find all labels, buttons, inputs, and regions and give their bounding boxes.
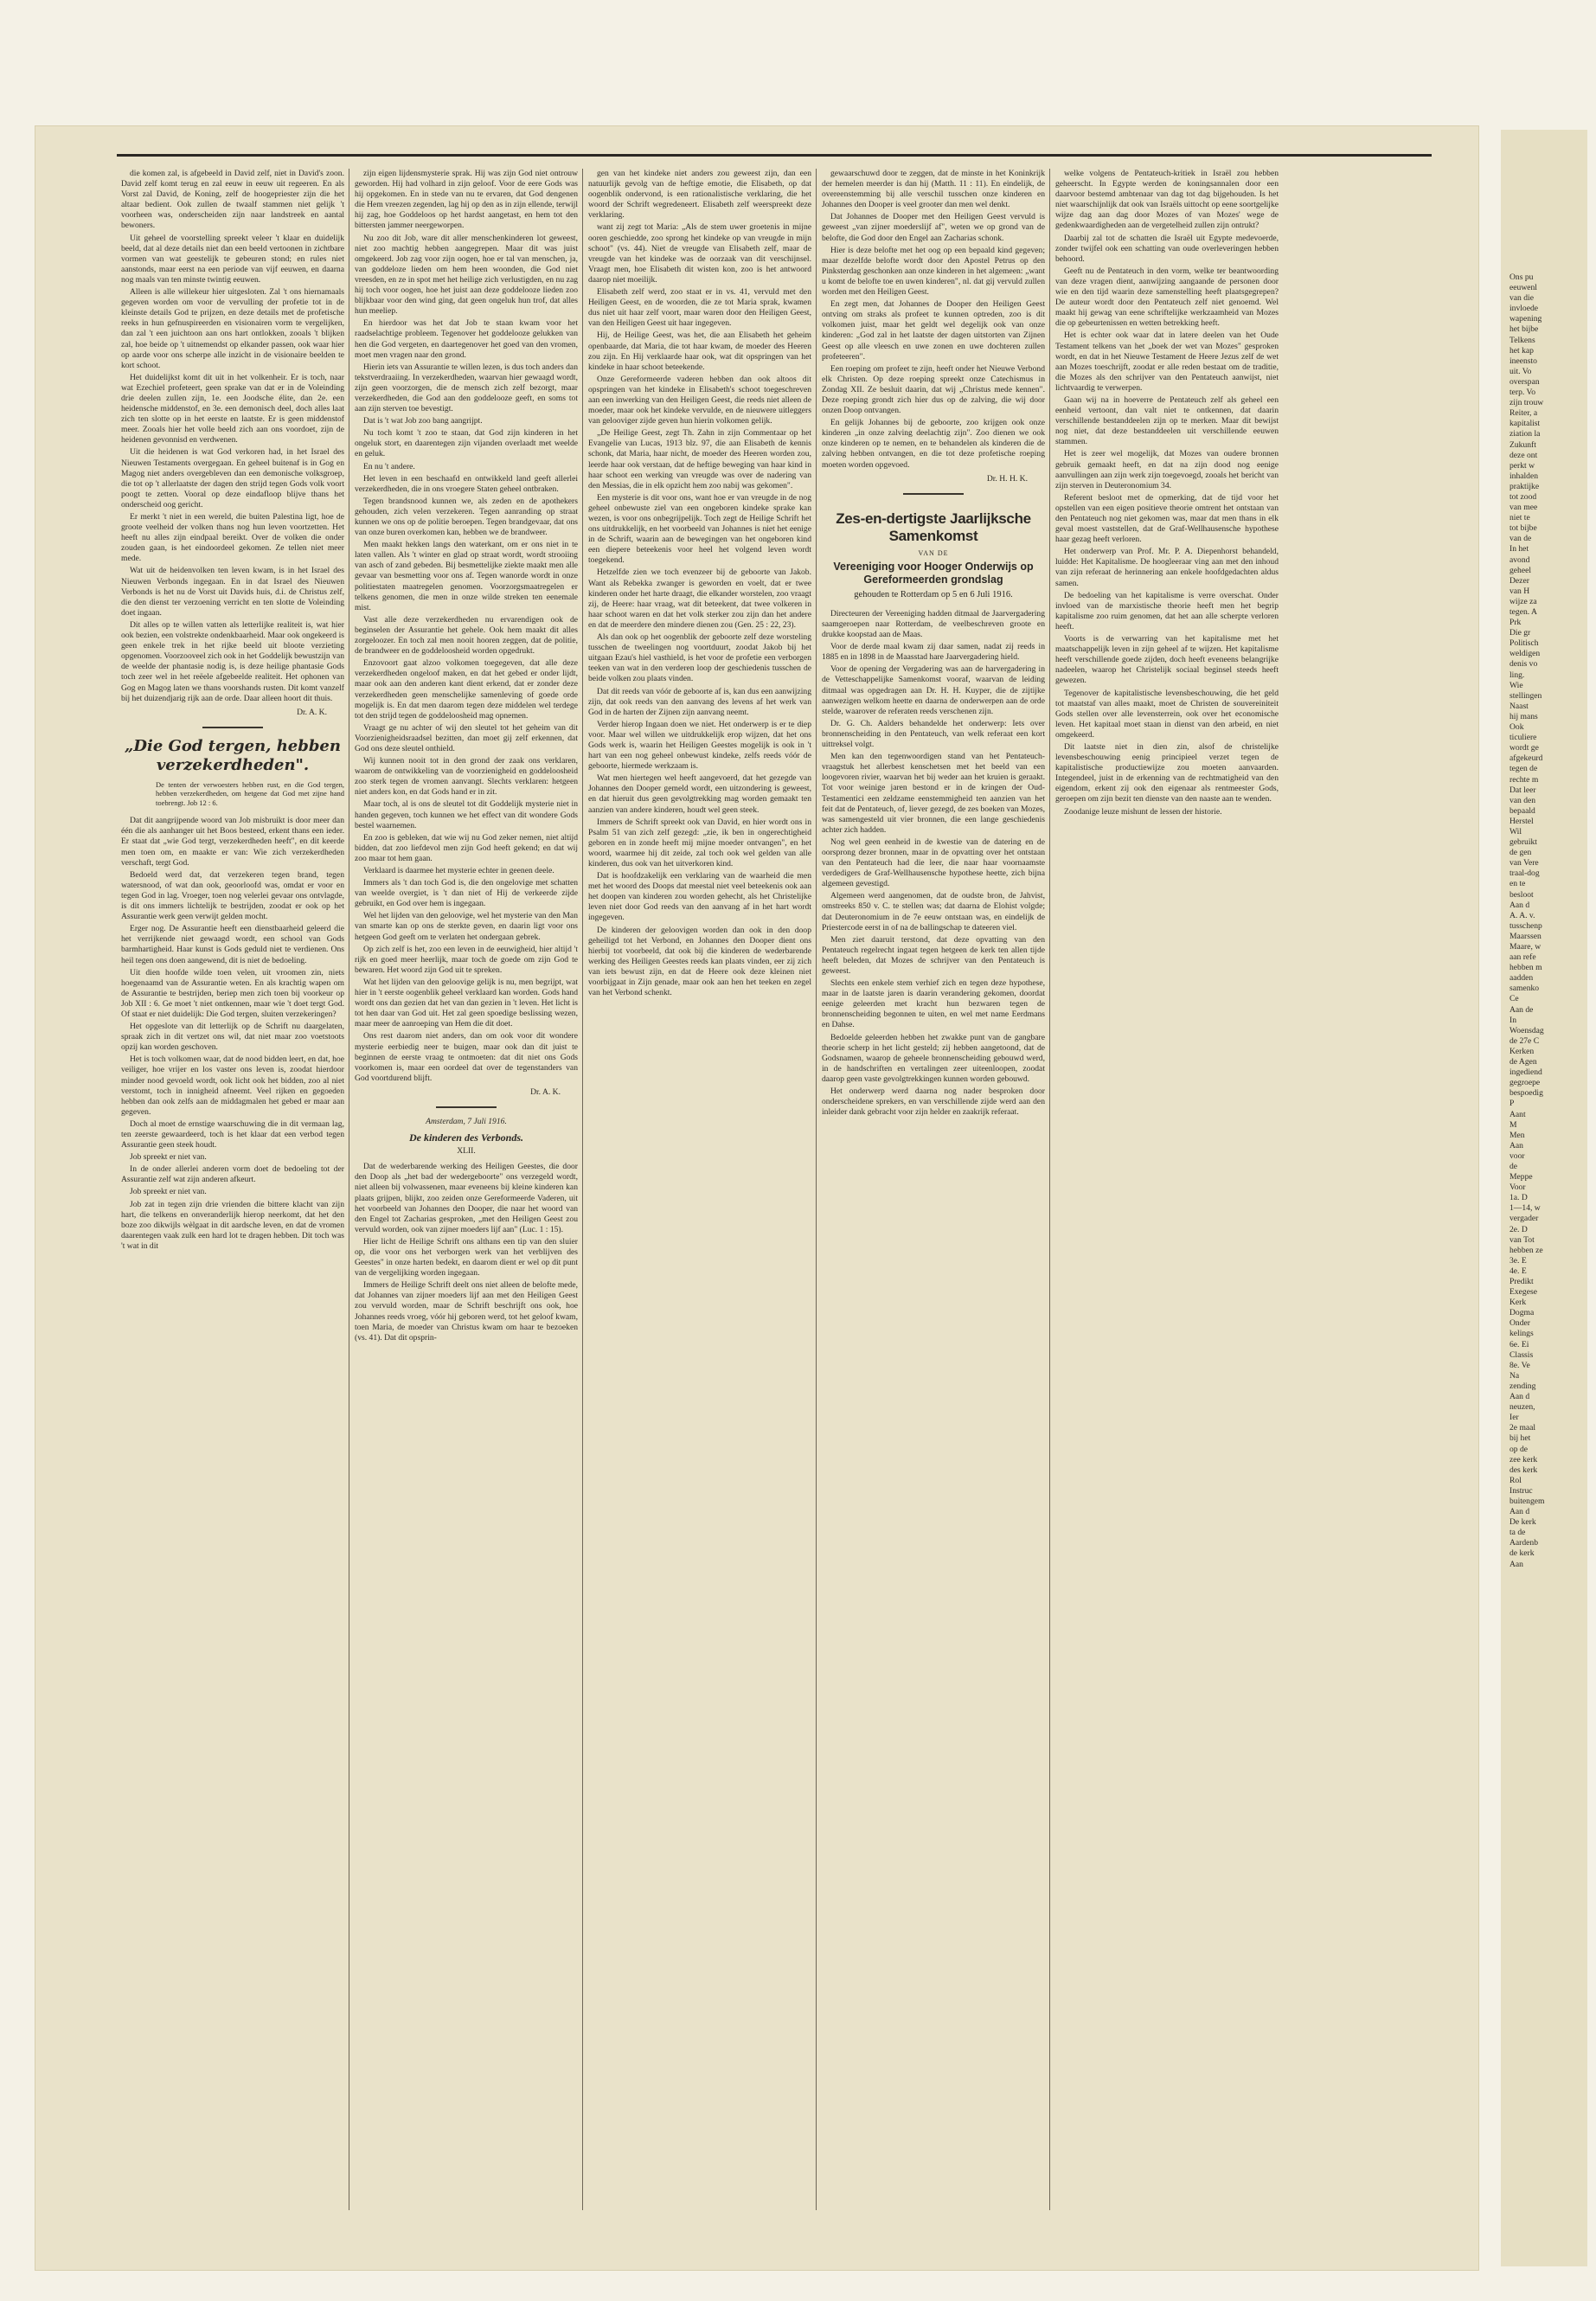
text-fragment: rechte m [1509, 774, 1539, 785]
text-fragment: deze ont [1509, 450, 1538, 460]
text-fragment: Aan d [1509, 1392, 1530, 1402]
column-4-article-2 [822, 609, 1045, 1118]
paragraph: Dat de wederbarende werking des Heiligen Geestes, die door den Doop als „het bad der wedergeboorte" ons verzegeld wordt, niet alleen bij volwassenen, maar eveneens bij kleine kinderen kan plaats grijpen, blijkt, zoo zeiden onze Gereformeerde Vaderen, uit het voorbeeld van Johannes den Dooper, die naar het woord van den Engel tot Zacharias gesproken, „met den Heiligen Geest zou vervuld worden, ook van zijner moeders lijf aan" (Luc. 1 : 15). [355, 1162, 578, 1234]
text-fragment: Die gr [1509, 628, 1531, 638]
text-fragment: Dogma [1509, 1308, 1535, 1318]
text-fragment: des kerk [1509, 1465, 1538, 1475]
text-fragment: Woensdag [1509, 1025, 1544, 1035]
text-fragment: terp. Vo [1509, 388, 1536, 398]
text-fragment: Men [1509, 1130, 1525, 1140]
text-fragment: In het [1509, 544, 1529, 554]
text-fragment: zijn trouw [1509, 398, 1544, 408]
text-fragment: avond [1509, 554, 1530, 565]
association-name: Vereeniging voor Hooger Onderwijs op Gereformeerden grondslag [833, 560, 1034, 586]
text-fragment: zending [1509, 1381, 1536, 1391]
paragraph: „De Heilige Geest, zegt Th. Zahn in zijn Commentaar op het Evangelie van Lucas, 1913 blz. 97, die aan Elisabeth de kennis schonk, dat Maria, haar nicht, de moeder des Heeren worden zou, leerde haar ook verstaan, dat de heftige beweging van haar kind in haar schoot een werking van vreugde was over de nadering van den Messias, die in elk opzicht hem zoo nabij was gekomen". [588, 428, 811, 490]
paragraph: Voor de opening der Vergadering was aan de harvergadering in de Vetteschappelijke Samenkomst vooraf, waarvan de leiding ditmaal was opgedragen aan Dr. H. H. Kuyper, die de zijtijke aanwezigen welkom heette en daarna de onderwerpen aan de orde stelde, waarover de referaten reeds verschenen zijn. [822, 664, 1045, 716]
paragraph: Als dan ook op het oogenblik der geboorte zelf deze worsteling tusschen de tweelingen nog voortduurt, zoodat Jakob bij het uitgaan Ezau's hiel vasthield, is het voor de profetie een verborgen teeken van wat in den verderen loop der geschiedenis tusschen de beide volken zou plaats vinden. [588, 632, 811, 684]
text-fragment: 6e. Ei [1509, 1339, 1529, 1349]
paragraph: welke volgens de Pentateuch-kritiek in Israël zou hebben geheerscht. In Egypte werden de koningsannalen door een daarvoor bestemd ambtenaar van dag tot dag bijgehouden. Is het niet waarschijnlijk dat ook van Israëls uittocht op eene soortgelijke wijze dag aan dag door Mozes of van Mozes' wege de gedenkwaardigheden aan de vergetelheid zullen zijn ontrukt? [1055, 169, 1279, 231]
text-fragment: traal-dog [1509, 868, 1540, 879]
paragraph: De bedoeling van het kapitalisme is verre overschat. Onder invloed van de marxistische theorie heeft men het begrip kapitalisme zoo ruim genomen, dat het aan alle scherpte verloren heeft. [1055, 590, 1279, 631]
paragraph: Een mysterie is dit voor ons, want hoe er van vreugde in de nog geheel onbewuste ziel van een ongeboren kindeke sprake kan wezen, is voor ons onbegrijpelijk. Toch zegt de Heilige Schrift het ons uitdrukkelijk, en het voorbeeld van Johannes is niet het eenige in de Schrift, waarin aan de bewegingen van het ongeboren kind een diepere beteekenis voor heel het volgend leven wordt toegekend. [588, 492, 811, 566]
text-fragment: Ier [1509, 1413, 1519, 1423]
text-fragment: In [1509, 1015, 1516, 1025]
paragraph: want zij zegt tot Maria: „Als de stem uwer groetenis in mijne ooren geschiedde, zoo sprong het kindeke op van vreugde in mijn schoot" (vs. 44). Niet de vreugde van Elisabeth zelf, maar de vreugde van het kindeke was de oorzaak van dit verschijnsel. Vraagt men, hoe Elisabeth dit wisten kon, zoo is het antwoord daarop niet moeilijk. [588, 222, 811, 285]
paragraph: Hier is deze belofte met het oog op een bepaald kind gegeven; maar dezelfde belofte wordt door den Apostel Petrus op den Pinksterdag geschonken aan onze kinderen in het algemeen: „want u komt de belofte toe en uwen kinderen", nl. dat gij vervuld zullen worden met den Heiligen Geest. [822, 245, 1045, 298]
text-fragment: eeuwenl [1509, 283, 1537, 293]
paragraph: Immers als 't dan toch God is, die den ongelovige met schatten van weelde overgiet, is 't dan niet of Hij de verkeerde zijde gebruikt, en God over hem is ingegaan. [355, 878, 578, 909]
text-fragment: praktijke [1509, 481, 1540, 491]
text-fragment: Aan de [1509, 1004, 1534, 1015]
text-fragment: buitengem [1509, 1496, 1545, 1506]
paragraph: Erger nog. De Assurantie heeft een dienstbaarheid geleerd die het verrijkende niet gewaagd wordt, een school van Gods barmhartigheid. Haar kunst is Gods geduld niet te verdienen. Ons heil tegen ons doen aangewend, dit is niet de bedoeling. [121, 924, 344, 965]
text-fragment: Onder [1509, 1318, 1530, 1329]
text-fragment: P [1509, 1099, 1515, 1109]
meeting-info: gehouden te Rotterdam op 5 en 6 Juli 1916. [854, 589, 1013, 599]
paragraph: Immers de Heilige Schrift deelt ons niet alleen de belofte mede, dat Johannes van zijner moeders lijf aan met den Heiligen Geest zou vervuld worden, maar de Schrift beschrijft ons ook, hoe Johannes reeds vroeg, vóór hij geboren werd, tot het geloof kwam, toen Maria, de moeder van Christus kwam om haar te bezoeken (vs. 41). Dat dit opsprin- [355, 1280, 578, 1343]
text-fragment: kelings [1509, 1329, 1534, 1339]
paragraph: Bedoelde geleerden hebben het zwakke punt van de gangbare theorie scherp in het licht gesteld; zij hebben aangetoond, dat de Godsnamen, waarop de geheele bronnenscheiding gebouwd werd, in de handschriften en vertalingen zeer uiteenloopen, zoodat daarop geen vaste gevolgtrekkingen kunnen worden gebouwd. [822, 1032, 1045, 1084]
text-fragment: Maare, w [1509, 942, 1542, 952]
text-fragment: Aan d [1509, 1507, 1530, 1517]
column-4-article [822, 169, 1045, 471]
text-fragment: uit. Vo [1509, 366, 1532, 376]
paragraph: Hierin iets van Assurantie te willen lezen, is dus toch anders dan tekstverdraaiing. In verzekerdheden, waarvan hier gewaagd wordt, zijn geen voorzorgen, die de mensch zich zelf bezorgt, maar verzekerdheden, die God aan den goddelooze geeft, en soms tot aan zijn sterven toe bevestigt. [355, 362, 578, 414]
paragraph: Maar toch, al is ons de sleutel tot dit Goddelijk mysterie niet in handen gegeven, toch kunnen we het effect van dit wondere Gods bestel waarnemen. [355, 799, 578, 830]
paragraph: De kinderen der geloovigen worden dan ook in den doop geheiligd tot het Verbond, en Johannes den Dooper dient ons hierbij tot voorbeeld, dat ook bij die kinderen de wederbarende werking des Heiligen Geestes reeds kan plaats vinden, eer zij zich van iets bewust zijn, en dat de Heere ook deze kleinen niet voorbijgaat in Zijn genade, maar ook aan hen het teeken en zegel van het Verbond schenkt. [588, 925, 811, 998]
paragraph: Wat men hiertegen wel heeft aangevoerd, dat het gezegde van Johannes den Dooper gemeld wordt, een uitzondering is geweest, en dat hieruit dus geen gevolgtrekking mag worden gemaakt ten aanzien van andere kinderen, houdt wel geen steek. [588, 773, 811, 815]
text-fragment: op de [1509, 1444, 1529, 1454]
paragraph: Vraagt ge nu achter of wij den sleutel tot het geheim van dit Voorzienigheidsraadsel bezitten, dan moet gij zelf erkennen, dat God ons deze sleutel onthield. [355, 722, 578, 753]
text-fragment: 4e. E [1509, 1266, 1527, 1276]
paragraph: Dat is 't wat Job zoo bang aangrijpt. [363, 416, 483, 426]
text-fragment: Dat leer [1509, 785, 1536, 795]
text-fragment: van die [1509, 293, 1534, 304]
column-separator [816, 169, 817, 2210]
text-fragment: gebruikt [1509, 837, 1537, 848]
paragraph: die komen zal, is afgebeeld in David zelf, niet in David's zoon. David zelf komt terug en zal eeuw in eeuw uit regeeren. En als Vorst zal David, de Koning, zelf de hoogepriester zijn die het altaar bedient. Ook zullen de twaalf stammen niet gelijk 't voorheen was, onderscheiden zijn naar landstreek en aantal bewoners. [121, 169, 344, 231]
text-fragment: de Agen [1509, 1057, 1537, 1067]
paragraph: Uit dien hoofde wilde toen velen, uit vroomen zin, niets hoegenaamd van de Assurantie weten. En als krachtig wapen om de Assurantie te bestrijden, beriep men zich toen bij voorkeur op Job XII : 6. Ge moet 't niet ontkennen, maar wie 't doet tergt God. Of staat er niet duidelijk: Die God tergen, sluiten verzekeringen? [121, 967, 344, 1019]
text-fragment: Zukunft [1509, 439, 1536, 450]
text-fragment: perkt w [1509, 460, 1535, 471]
paragraph: Nu toch komt 't zoo te staan, dat God zijn kinderen in het ongeluk stort, en daarentegen zijn vijanden overlaadt met weelde en geluk. [355, 428, 578, 459]
text-fragment: Ce [1509, 994, 1519, 1004]
paragraph: En gelijk Johannes bij de geboorte, zoo krijgen ook onze kinderen „in onze zalving deelachtig zijn". Zoo dienen we ook onze kinderen op te nemen, en te behandelen als kinderen die de zalving hebben ontvangen, en die tot deze profetische roeping moeten worden opgevoed. [822, 418, 1045, 470]
paragraph: Directeuren der Vereeniging hadden ditmaal de Jaarvergadering saamgeroepen naar Rotterdam, de veelbeschreven groote en drukke koopstad aan de Maas. [822, 608, 1045, 640]
text-fragment: de gen [1509, 848, 1532, 858]
paragraph: Dat dit reeds van vóór de geboorte af is, kan dus een aanwijzing zijn, dat ook reeds van den aanvang des levens af het werk van God in de harten der Zijnen zijn aanvang neemt. [588, 686, 811, 717]
text-fragment: overspan [1509, 376, 1540, 387]
text-fragment: Reiter, a [1509, 408, 1538, 419]
text-fragment: wordt ge [1509, 743, 1539, 753]
text-fragment: tusschenp [1509, 920, 1542, 931]
text-fragment: geheel [1509, 565, 1532, 575]
text-fragment: Kerken [1509, 1046, 1535, 1056]
divider [436, 1106, 497, 1108]
text-fragment: zee kerk [1509, 1454, 1538, 1465]
column-separator [582, 169, 583, 2210]
paragraph: Men kan den tegenwoordigen stand van het Pentateuch-vraagstuk het allerbest kenschetsen met het beeld van een loogevoren rivier, waarvan het bij weder aan het kruien is geraakt. Tot voor weinige jaren bestond er in de kringen der Oud-Testamentici een zeldzame eenstemmigheid ten aanzien van het feit dat de Pentateuch, of, liever gezegd, de zes boeken van Mozes, was samengesteld uit vier bronnen, die een lange geschiedenis achter zich hadden. [822, 752, 1045, 835]
text-fragment: de kerk [1509, 1548, 1535, 1559]
text-fragment: Aardenb [1509, 1538, 1539, 1548]
text-fragment: bepaald [1509, 805, 1535, 816]
header-rule [117, 154, 1432, 157]
paragraph: En hierdoor was het dat Job te staan kwam voor het raadselachtige probleem. Tegenover het goddelooze gelukken van hen die God vergeten, en daartegenover het goed van den vromen, moet men vragen naar den grond. [355, 318, 578, 360]
text-fragment: Maarssen [1509, 931, 1542, 941]
text-fragment: 2e. D [1509, 1224, 1528, 1234]
text-fragment: voor [1509, 1150, 1525, 1161]
text-fragment: de [1509, 1161, 1518, 1171]
column-2-article [355, 169, 578, 1084]
paragraph: Het is toch volkomen waar, dat de nood bidden leert, en dat, hoe veiliger, hoe vrijer en los vaster ons leven is, zoodat hierdoor minder nood gevoeld wordt, ook licht ook het bidden, zoo al niet verstomt, toch in innigheid afneemt. Veel rijken en gegoeden hebben dan ook zelfs aan de middagmalen het gebed er maar aan gegeven. [121, 1054, 344, 1117]
text-fragment: Dezer [1509, 575, 1529, 586]
paragraph: Men maakt hekken langs den waterkant, om er ons niet in te laten vallen. Als 't winter en glad op straat wordt, wordt strooiing van asch of zand gebeden. Bij besmettelijke ziekte maakt men alle gevaar van besmetting voor ons af. Tegen wanorde wordt in onze politiestaten maatregelen genomen. Voorzorgsmaatregelen er telkens genomen, die men in onze wilde streken ten eenemale mist. [355, 540, 578, 612]
paragraph: Nog wel geen eenheid in de kwestie van de datering en de oorsprong dezer bronnen, maar in de opvatting over het ontstaan van den Pentateuch had die leer, die naar haar voornaamste verdedigers de Graf-Wellhausensche hypothese heette, zich bijna algemeen gevestigd. [822, 836, 1045, 889]
text-fragment: Classis [1509, 1349, 1534, 1360]
divider [903, 493, 964, 495]
column-4 [822, 169, 1045, 2214]
text-fragment: tot bijbe [1509, 523, 1537, 534]
paragraph: Voorts is de verwarring van het kapitalisme met het maatschappelijk leven in zijn geheel af te wijzen. Het kapitalisme heeft verschillende goede zijden, doch heeft eveneens belangrijke nadeelen, waarop het Christelijk sociaal beginsel steeds heeft gewezen. [1055, 634, 1279, 686]
paragraph: gen van het kindeke niet anders zou geweest zijn, dan een natuurlijk gevolg van de heftige emotie, die Elisabeth, op dat oogenblik ondervond, is een rationalistische verklaring, die het woord der Schrift wegredeneert. Elisabeth zelf weerspreekt deze verklaring. [588, 169, 811, 221]
text-fragment: Prk [1509, 618, 1522, 628]
text-fragment: Aant [1509, 1109, 1526, 1119]
text-fragment: het bijbe [1509, 324, 1539, 335]
text-fragment: van H [1509, 586, 1530, 596]
paragraph: Job spreekt er niet van. [130, 1152, 207, 1163]
paragraph: En nu 't andere. [363, 461, 415, 471]
text-fragment: Aan d [1509, 900, 1530, 910]
column-2 [355, 169, 578, 2214]
motto-quote: De tenten der verwoesters hebben rust, en die God tergen, hebben verzekerdheden, om hetgene dat God met zijne hand toebrengt. Job 12 : 6. [156, 779, 344, 807]
signature: Dr. H. H. K. [986, 473, 1028, 484]
text-fragment: weldigen [1509, 649, 1541, 659]
paragraph: Enzovoort gaat alzoo volkomen toegegeven, dat alle deze verzekerdheden ongeloof maken, en dat het gebed er onder lijdt, maar ook aan den anderen kant dient erkend, dat er zonder deze verzekerdheden geen menschelijke samenleving of goede orde mogelijk is. En dat men daarom tegen deze middelen wel terdege tot den strijd tegen de goddeloosheid mag opnemen. [355, 658, 578, 721]
paragraph: Verklaard is daarmee het mysterie echter in geenen deele. [363, 866, 554, 875]
column-separator [1049, 169, 1050, 2210]
paragraph: Het is echter ook waar dat in latere deelen van het Oude Testament telkens van het „boek der wet van Mozes" gesproken wordt, en dat in het Nieuwe Testament de Heere Jezus zelf de wet aan Mozes toeschrijft, zoodat er alle reden bestaat om de traditie, die Mozes als den schrijver van den Pentateuch aanwijst, niet lichtvaardig te verwerpen. [1055, 330, 1279, 393]
paragraph: Het is zeer wel mogelijk, dat Mozes van oudere bronnen gebruik gemaakt heeft, en dat na zijn dood nog eenige aanvullingen aan zijn werk zijn toegevoegd, zooals het bericht van zijn sterven in Deuteronomium 34. [1055, 449, 1279, 490]
paragraph: En zegt men, dat Johannes de Dooper den Heiligen Geest ontving om straks als profeet te kunnen optreden, zoo is dit volkomen juist, maar het geldt wel degelijk ook van onze kinderen: „God zal in het laatste der dagen uitstorten van Zijnen Geest op alle vleesch en uwe zonen en uwe dochteren zullen profeteeren". [822, 299, 1045, 362]
paragraph: Hetzelfde zien we toch evenzeer bij de geboorte van Jakob. Want als Rebekka zwanger is geworden en voelt, dat er twee kinderen onder het harte draagt, die elkander worstelen, zoo vraagt zij, de Heere: haar vraag, wat dit beteekent, dat twee volkeren in haar schoot waren en dat het volk sterker zou zijn dan het andere en dat de meerdere den mindere dienen zou (Gen. 25 : 22, 23). [588, 567, 811, 630]
paragraph: Wij kunnen nooit tot in den grond der zaak ons verklaren, waarom de ontwikkeling van de voorzienigheid en goddeloosheid zoo sterk tegen de vromen aanvangt. Slechts verklaren: hetgeen niet anders kon, en dat Gods hand er in zit. [355, 756, 578, 798]
paragraph: Hij, de Heilige Geest, was het, die aan Elisabeth het geheim openbaarde, dat Maria, die tot haar kwam, de moeder des Heeren zou zijn. En Hij verklaarde haar ook, wat dit opspringen van het kindeke in haar schoot beteekende. [588, 330, 811, 372]
paragraph: Ons rest daarom niet anders, dan om ook voor dit wondere mysterie eerbiedig neer te buigen, maar ook dan dit juist te beginnen de eerste vraag te ontmoeten: dat dit niet ons Gods voorkomen is, maar een oordeel dat over de tegenstanders van God voortdurend blijft. [355, 1031, 578, 1083]
paragraph: Tegen brandsnood kunnen we, als zeden en de apothekers gehouden, zich velen verzekeren. Tegen aanranding op straat kunnen we ons op de politie beroepen. Tegen brandgevaar, dat ons van onze buren overkomen kan, hebben we de brandweer. [355, 496, 578, 538]
text-fragment: 1a. D [1509, 1193, 1528, 1203]
paragraph: Uit die heidenen is wat God verkoren had, in het Israel des Nieuwen Testaments overgegaan. En geheel buitenaf is in Gog en Magog niet anders overgebleven dan een demonische volksgroep, die tot op 't allerlaatste der dagen den strijd tegen Gods volk voort poogt te zetten. Vooral op deze eindafloop blijve thans het onderscheid oog gericht. [121, 447, 344, 510]
column-1-article-2 [121, 816, 344, 1252]
paragraph: In de onder allerlei anderen vorm doet de bedoeling tot der Assurantie zelf wat zijn anderen afkeurt. [121, 1164, 344, 1185]
paragraph: Het duidelijkst komt dit uit in het volkenheir. Er is toch, naar wat Ezechiel profeteert, geen sprake van dat er in de Voleinding drie deelen zullen zijn, 1e. een Joodsche élite, dan 2e. een heidensche middenstof, en 3e. een demonisch deel, doch alles laat zich ten slotte op in het eerste en laatste. Er is geen middenstof meer. Zooals hier het volle beeld zich aan ons voordoet, zijn de heidenen gevonnisd en verdwenen. [121, 372, 344, 445]
column-5-article [1055, 169, 1279, 817]
text-fragment: hebben ze [1509, 1245, 1543, 1255]
column-1 [121, 169, 344, 2214]
paragraph: Referent besloot met de opmerking, dat de tijd voor het opstellen van een eigen positieve theorie omtrent het ontstaan van den Pentateuch nog niet gekomen was, maar dat men thans in elk geval moest vaststellen, dat de Graf-Wellhausensche hypothese haar gezag heeft verloren. [1055, 492, 1279, 545]
text-fragment: hebben m [1509, 963, 1542, 973]
paragraph: Het onderwerp van Prof. Mr. P. A. Diepenhorst behandeld, luidde: Het Kapitalisme. De hoogleeraar ving aan met den inhoud van zijn referaat de herinnering aan enkele hoofdgedachten aldus samen. [1055, 547, 1279, 588]
text-fragment: 3e. E [1509, 1255, 1527, 1266]
text-fragment: neuzen, [1509, 1402, 1535, 1413]
text-fragment: wapening [1509, 314, 1542, 324]
text-fragment: afgekeurd [1509, 753, 1543, 764]
text-fragment: Wil [1509, 826, 1522, 836]
paragraph: Dit laatste niet in dien zin, alsof de christelijke levensbeschouwing eenig principieel verzet tegen de kapitalistische productiewijze zou moeten aanvaarden. Integendeel, juist in de erkenning van de rechtmatigheid van den eigendom, erkent zij ook den eigenaar als rentmeester Gods, geroepen om zijn bezit ten dienste van den naaste aan te wenden. [1055, 741, 1279, 804]
text-fragment: en te [1509, 879, 1526, 889]
paragraph: Alleen is alle willekeur hier uitgesloten. Zal 't ons hiernamaals gegeven worden om voor de vervulling der profetie tot in de kleinste details God te prijzen, en deze details met de profetische reeks in hun gefnuspireerden en visionairen vorm te vergelijken, dan zal 't een juichtoon aan ons hart ontlokken, zooals 't blijken zal, hoe beide op 't uitnemendst op elkander passen, ook waar hier op aarde voor ons scherpe alle inzicht in de visionaire beelden te kort schoot. [121, 287, 344, 370]
dateline: Amsterdam, 7 Juli 1916. [426, 1116, 507, 1126]
paragraph: Een roeping om profeet te zijn, heeft onder het Nieuwe Verbond elk Christen. Op deze roeping spreekt onze Catechismus in Zondag XII. Ze besluit daarin, dat wij „Christus mede kennen". Deze roeping grondt zich hier dus op de zalving, die wij door onzen Doop ontvangen. [822, 363, 1045, 416]
cut-off-column [1509, 272, 1587, 2227]
text-fragment: Herstel [1509, 816, 1534, 826]
paragraph: Uit geheel de voorstelling spreekt veleer 't klaar en duidelijk beeld, dat al deze details niet dan een beeld vertoonen in zichtbare vormen van wat geestelijk te gebeuren stond; en rules niet aanstonds, maar eerst na een periode van vijf eeuwen, en daarna nog maals van ten minste twintig eeuwen. [121, 233, 344, 285]
paragraph: Wel het lijden van den geloovige, wel het mysterie van den Man van smarte kan op ons de sterkte geven, en daarin ligt voor ons hetgeen God geeft om te verlaten het ondergaan gebrek. [355, 911, 578, 942]
paragraph: Zoodanige leuze mishunt de lessen der historie. [1064, 806, 1222, 817]
paragraph: Slechts een enkele stem verhief zich en tegen deze hypothese, maar in de laatste jaren is daarin verandering gekomen, doordat eenige geleerden met kracht hun bezwaren tegen de bronnenscheiding begonnen te uiten, en wel met name Eerdmans en Dahse. [822, 978, 1045, 1030]
text-fragment: Aan [1509, 1559, 1523, 1569]
paragraph: Het leven in een beschaafd en ontwikkeld land geeft allerlei verzekerdheden, die in ons vroegere Staten geheel ontbraken. [355, 473, 578, 494]
paragraph: Wat het lijden van den geloovige gelijk is nu, men begrijpt, wat hier in 't eerste oogenblik geheel verklaard kan worden. Gods hand wordt ons dan gezien dat het van dan gezien in 't leven. Het licht is tot hen daar van God uit. Het zal geen spoedige beslissing wezen, maar meer de aanroeping van Hem die dit doet. [355, 977, 578, 1029]
divider [202, 727, 263, 728]
paragraph: Nu zoo dit Job, ware dit aller menschenkinderen lot geweest, niet zoo machtig hebben aangegrepen. Maar dit was juist omgekeerd. Job zag voor zijn oogen, hoe er tal van menschen, ja, van goddeloze lieden om hem heen woonden, die God niet vreesden, en ze in spot met het heilige zich verlustigden, en nu zag hij toch voor oogen, hoe het juist aan deze goddelooze lieden zoo blijkbaar voor den wind ging, dat geen ongeluk hun trof, dat alles hun meeliep. [355, 233, 578, 317]
article-headline: „Die God tergen, hebben verzekerdheden". [125, 736, 341, 774]
column-3 [588, 169, 811, 2214]
paragraph: Tegenover de kapitalistische levensbeschouwing, die het geld tot maatstaf van alles maakt, moet de Christen de souvereiniteit Gods stellen over alle levensterrein, ook over het economische leven. Het kapitaal moet staan in dienst van den arbeid, en niet omgekeerd. [1055, 688, 1279, 740]
column-3-article [588, 169, 811, 998]
text-fragment: tot zood [1509, 491, 1537, 502]
text-fragment: De kerk [1509, 1517, 1536, 1528]
paragraph: Immers de Schrift spreekt ook van David, en hier wordt ons in Psalm 51 van zich zelf gezegd: „zie, ik ben in ongerechtigheid geboren en in zonde heeft mij mijne moeder ontvangen", en het woord, waarmee hij dit zeide, zal toch ook wel gelden van alle kinderen, dus ook van het uitverkoren kind. [588, 817, 811, 868]
paragraph: Elisabeth zelf werd, zoo staat er in vs. 41, vervuld met den Heiligen Geest, en de woorden, die ze tot Maria sprak, kwamen dus niet uit haar zelf voort, maar waren door den Heiligen Geest, van den Heiligen Geest uit haar ingegeven. [588, 287, 811, 329]
signature: Dr. A. K. [530, 1086, 561, 1097]
paragraph: Geeft nu de Pentateuch in den vorm, welke ter beantwoording van deze vragen dient, aanwijzing aangaande de personen door wie en den tijd waarin deze samenstelling heeft plaatsgegrepen? De auteur wordt door den Pentateuch zelf niet genoemd. Wel maakt hij gewag van eene schriftelijke werkzaamheid van Mozes die op gebeurtenissen en wetten betrekking heeft. [1055, 266, 1279, 329]
paragraph: Job zat in tegen zijn drie vrienden die bittere klacht van zijn hart, die telkens en onveranderlijk hierop neerkomt, dat het den boze zoo dikwijls wèlgaat in dit aardsche leven, en dat de vromen daarentegen vaak zulk een hard lot te dragen hebben. Dit toch was 't wat in dit [121, 1199, 344, 1251]
text-fragment: niet te [1509, 513, 1530, 523]
text-fragment: ling. [1509, 670, 1525, 680]
text-fragment: Exegese [1509, 1287, 1537, 1298]
text-fragment: wijze za [1509, 596, 1537, 606]
text-fragment: Ook [1509, 722, 1524, 733]
series-title: De kinderen des Verbonds. [408, 1131, 523, 1144]
paragraph: Het onderwerp werd daarna nog nader besproken door onderscheidene sprekers, en van verschillende zijde werd aan den inleider dank gebracht voor zijn helder en zaakrijk referaat. [822, 1086, 1045, 1118]
paragraph: Dat dit aangrijpende woord van Job misbruikt is door meer dan één die als aanhanger uit het Boos besteed, erkent thans een ieder. Er staat dat „wie God tergt, verzekerdheden heeft", en dit keerde men toen om, en maakte er van: Wie zich verzekerdheden verschaft, tergt God. [121, 816, 344, 868]
paragraph: En zoo is gebleken, dat wie wij nu God zeker nemen, niet altijd bidden, dat zoo liefdevol men zijn God heeft gekend; en dat wij zoo maar tot hem gaan. [355, 832, 578, 863]
text-fragment: aan refe [1509, 952, 1536, 963]
paragraph: Hier licht de Heilige Schrift ons althans een tip van den sluier op, die voor ons het verborgen werk van het verblijven des Geestes" in onze harten bedekt, en daarom dient er wel op dit punt van de vergelijking worden ingegaan. [355, 1236, 578, 1279]
text-fragment: ingediend [1509, 1067, 1542, 1078]
text-fragment: denis vo [1509, 659, 1538, 670]
paragraph: gewaarschuwd door te zeggen, dat de minste in het Koninkrijk der hemelen meerder is dan hij (Matth. 11 : 11). En eindelijk, de overeenstemming bij alle verschil tusschen onze kinderen en Johannes den Dooper is veel grooter dan men wel denkt. [822, 169, 1045, 210]
text-fragment: Meppe [1509, 1172, 1533, 1183]
text-fragment: het kap [1509, 345, 1534, 356]
text-fragment: van de [1509, 534, 1532, 544]
paragraph: zijn eigen lijdensmysterie sprak. Hij was zijn God niet ontrouw geworden. Hij had volhard in zijn geloof. Voor de eere Gods was hij opgekomen. En in stede van nu te ervaren, dat God dengenen die Hem vreezen zegenden, lag hij op den as in zijn ellende, terwijl hij zag, hoe Goddeloos op het hardst aangetast, en hem tot den bittersten jammer neergeworpen. [355, 169, 578, 231]
text-fragment: 2e maal [1509, 1423, 1536, 1433]
text-fragment: Rol [1509, 1475, 1522, 1485]
text-fragment: ta de [1509, 1528, 1526, 1538]
paragraph: Dit alles op te willen vatten als letterlijke realiteit is, wat hier ook bezien, een volstrekte ondenkbaarheid. Maar ook ongekeerd is geen enkele trek in het rijke beeld uit bloote verzieting opgenomen. Voorzooveel zich ook in het Goddelijk bewustzijn van de weelde der phantasie nodig is, is deze heilige phantasie Gods toch zeer wel in het reëele afgebeelde realiteit. Het ophonen van Gog en Magog laten we thans voorshands rusten. Dit komt vanzelf bij het duizendjarig rijk aan de orde. Daar alleen hoort dit thuis. [121, 619, 344, 703]
installment-number: XLII. [457, 1146, 476, 1157]
paragraph: Doch al moet de ernstige waarschuwing die in dit vermaan lag, ten zeerste gewaardeerd, toch is het klaar dat een verbod tegen Assurantie geen steek houdt. [121, 1118, 344, 1150]
paragraph: Bedoeld werd dat, dat verzekeren tegen brand, tegen watersnood, of wat dan ook, geoorloofd was, omdat er voor en tegen God in lag. Vroeger, toen nog velerlei gevaar ons ontvlagde, is dit ons immers lichtelijk te bestrijden, zoodat er ook op het Assurantie werk geen verwijt gelden mocht. [121, 869, 344, 922]
text-fragment: 1—14, w [1509, 1203, 1541, 1214]
paragraph: Dr. G. Ch. Aalders behandelde het onderwerp: Iets over bronnenscheiding in den Pentateuch, van welk referaat een kort uittreksel volgt. [822, 718, 1045, 750]
paragraph: Wat uit de heidenvolken ten leven kwam, is in het Israel des Nieuwen Verbonds ingegaan. En in dat Israel des Nieuwen Verbonds is het nu de Vorst uit Davids huis, d.i. de Christus zelf, die den dienst ter verzoening verricht en ten slotte de Voleinding doet ingaan. [121, 566, 344, 618]
text-fragment: Wie [1509, 680, 1523, 690]
paragraph: Algemeen werd aangenomen, dat de oudste bron, de Jahvist, omstreeks 850 v. C. te stellen was; dat daarna de Elohist volgde; dat Deuteronomium in de 7e eeuw ontstaan was, en eindelijk de Priestercode eerst in of na de ballingschap te dateeren viel. [822, 891, 1045, 933]
text-fragment: stellingen [1509, 690, 1542, 701]
text-fragment: Kerk [1509, 1298, 1527, 1308]
text-fragment: van mee [1509, 503, 1538, 513]
text-fragment: samenko [1509, 984, 1540, 994]
text-fragment: Na [1509, 1370, 1520, 1381]
paragraph: Vast alle deze verzekerdheden nu ervarendigen ook de beginselen der Assurantie het gehele. Ook hem maakt dit alles zorgeloozer. En toch zal men nooit hooren zeggen, dat de politie, de brandweer en de goddeloosheid worden opgedrukt. [355, 614, 578, 657]
paragraph: Op zich zelf is het, zoo een leven in de eeuwigheid, hier altijd 't rijk en goed meer heerlijk, maar toch de goede om zijn God te bewaren. Het woord zijn God uit te spreken. [355, 944, 578, 975]
text-fragment: inhalden [1509, 471, 1539, 481]
paragraph: Dat is hoofdzakelijk een verklaring van de waarheid die men met het woord des Doops dat meestal niet veel beteekenis ook aan het doopen van kinderen zou worden gehecht, als het Christelijke leven niet door God reeds van den aanvang af in het hart wordt ingegeven. [588, 871, 811, 923]
paragraph: Dat Johannes de Dooper met den Heiligen Geest vervuld is geweest „van zijner moederslijf af", weten we op grond van de belofte, die God door den Engel aan Zacharias schonk. [822, 212, 1045, 243]
text-fragment: van Tot [1509, 1234, 1535, 1245]
paragraph: Voor de derde maal kwam zij daar samen, nadat zij reeds in 1885 en in 1898 in de Maasstad hare Jaarvergadering hield. [822, 642, 1045, 663]
text-fragment: van den [1509, 795, 1536, 805]
paragraph: Onze Gereformeerde vaderen hebben dan ook altoos dit opspringen van het kindeke in Elisabeth's schoot toegeschreven aan een inwerking van den Heiligen Geest, die reeds niet alleen de moeder, maar ook het kindeke vervulde, en de nieuwere uitleggers van gelooviger zijde geven hun hierin volkomen gelijk. [588, 374, 811, 426]
text-fragment: Aan [1509, 1140, 1523, 1150]
text-fragment: M [1509, 1119, 1517, 1130]
paragraph: Het opgeslote van dit letterlijk op de Schrift nu daargelaten, spraak zich in dit vertzet ons wil, dat niet maar zoo voetstoots opzij kan worden geschoven. [121, 1022, 344, 1053]
text-fragment: kapitalist [1509, 419, 1541, 429]
text-fragment: hij mans [1509, 711, 1538, 721]
text-fragment: aadden [1509, 973, 1534, 984]
text-fragment: ziation la [1509, 429, 1541, 439]
text-fragment: vergader [1509, 1214, 1539, 1224]
signature: Dr. A. K. [297, 707, 327, 717]
text-fragment: Instruc [1509, 1485, 1533, 1496]
text-fragment: ticuliere [1509, 733, 1537, 743]
column-5 [1055, 169, 1279, 2214]
paragraph: Men ziet daaruit terstond, dat deze opvatting van den Pentateuch regelrecht ingaat tegen hetgeen de kerk ten allen tijde heeft beleden, dat Mozes de schrijver van den Pentateuch is geweest. [822, 934, 1045, 976]
text-fragment: ineensto [1509, 356, 1537, 366]
text-fragment: besloot [1509, 889, 1534, 900]
text-fragment: Telkens [1509, 335, 1535, 345]
text-fragment: Predikt [1509, 1277, 1534, 1286]
text-fragment: van Vere [1509, 858, 1539, 868]
paragraph: Gaan wij na in hoeverre de Pentateuch zelf als geheel een eenheid vertoont, dan valt niet te ontkennen, dat daarin verschillende bestanddeelen zijn op te merken. Maar dit bewijst nog niet, dat deze bestanddeelen uit verschillende eeuwen stammen. [1055, 394, 1279, 447]
text-fragment: invloede [1509, 304, 1539, 314]
column-1-article [121, 169, 344, 704]
text-fragment: tegen. A [1509, 607, 1537, 617]
text-fragment: 8e. Ve [1509, 1360, 1530, 1370]
text-fragment: Voor [1509, 1183, 1526, 1193]
paragraph: Daarbij zal tot de schatten die Israël uit Egypte medevoerde, zonder twijfel ook een schatting van oude overleveringen hebben behoord. [1055, 233, 1279, 264]
text-fragment: de 27e C [1509, 1035, 1540, 1046]
paragraph: Job spreekt er niet van. [130, 1187, 207, 1197]
text-fragment: bij het [1509, 1433, 1531, 1444]
text-fragment: gegroepe [1509, 1078, 1541, 1088]
column-2-article-2 [355, 1162, 578, 1343]
text-fragment: A. A. v. [1509, 910, 1535, 920]
paragraph: Er merkt 't niet in een wereld, die buiten Palestina ligt, hoe de groote veelheid der volken thans nog hun leven voortzetten. Het heeft nu alles zijn eindpaal bereikt. Over de volken die onder zouden gaan, is het eindoordeel gekomen. Ze tellen niet meer mede. [121, 512, 344, 564]
van-de-label: VAN DE [918, 548, 949, 557]
text-fragment: Ons pu [1509, 272, 1534, 282]
text-fragment: tegen de [1509, 764, 1538, 774]
paragraph: Verder hierop Ingaan doen we niet. Het onderwerp is er te diep voor. Maar wel willen we uitdrukkelijk erop wijzen, dat het ons Gods werk is, waarin het Heiligen Geestes mogelijk is ook in 't hart van een nog geheel onbewust kindeke, zelfs reeds vóór de geboorte, hiermede werkzaam is. [588, 719, 811, 772]
text-fragment: Politisch [1509, 638, 1539, 649]
text-fragment: bespoedig [1509, 1088, 1543, 1099]
congress-title: Zes-en-dertigste Jaarlijksche Samenkomst [836, 510, 1031, 544]
text-fragment: Naast [1509, 701, 1529, 711]
